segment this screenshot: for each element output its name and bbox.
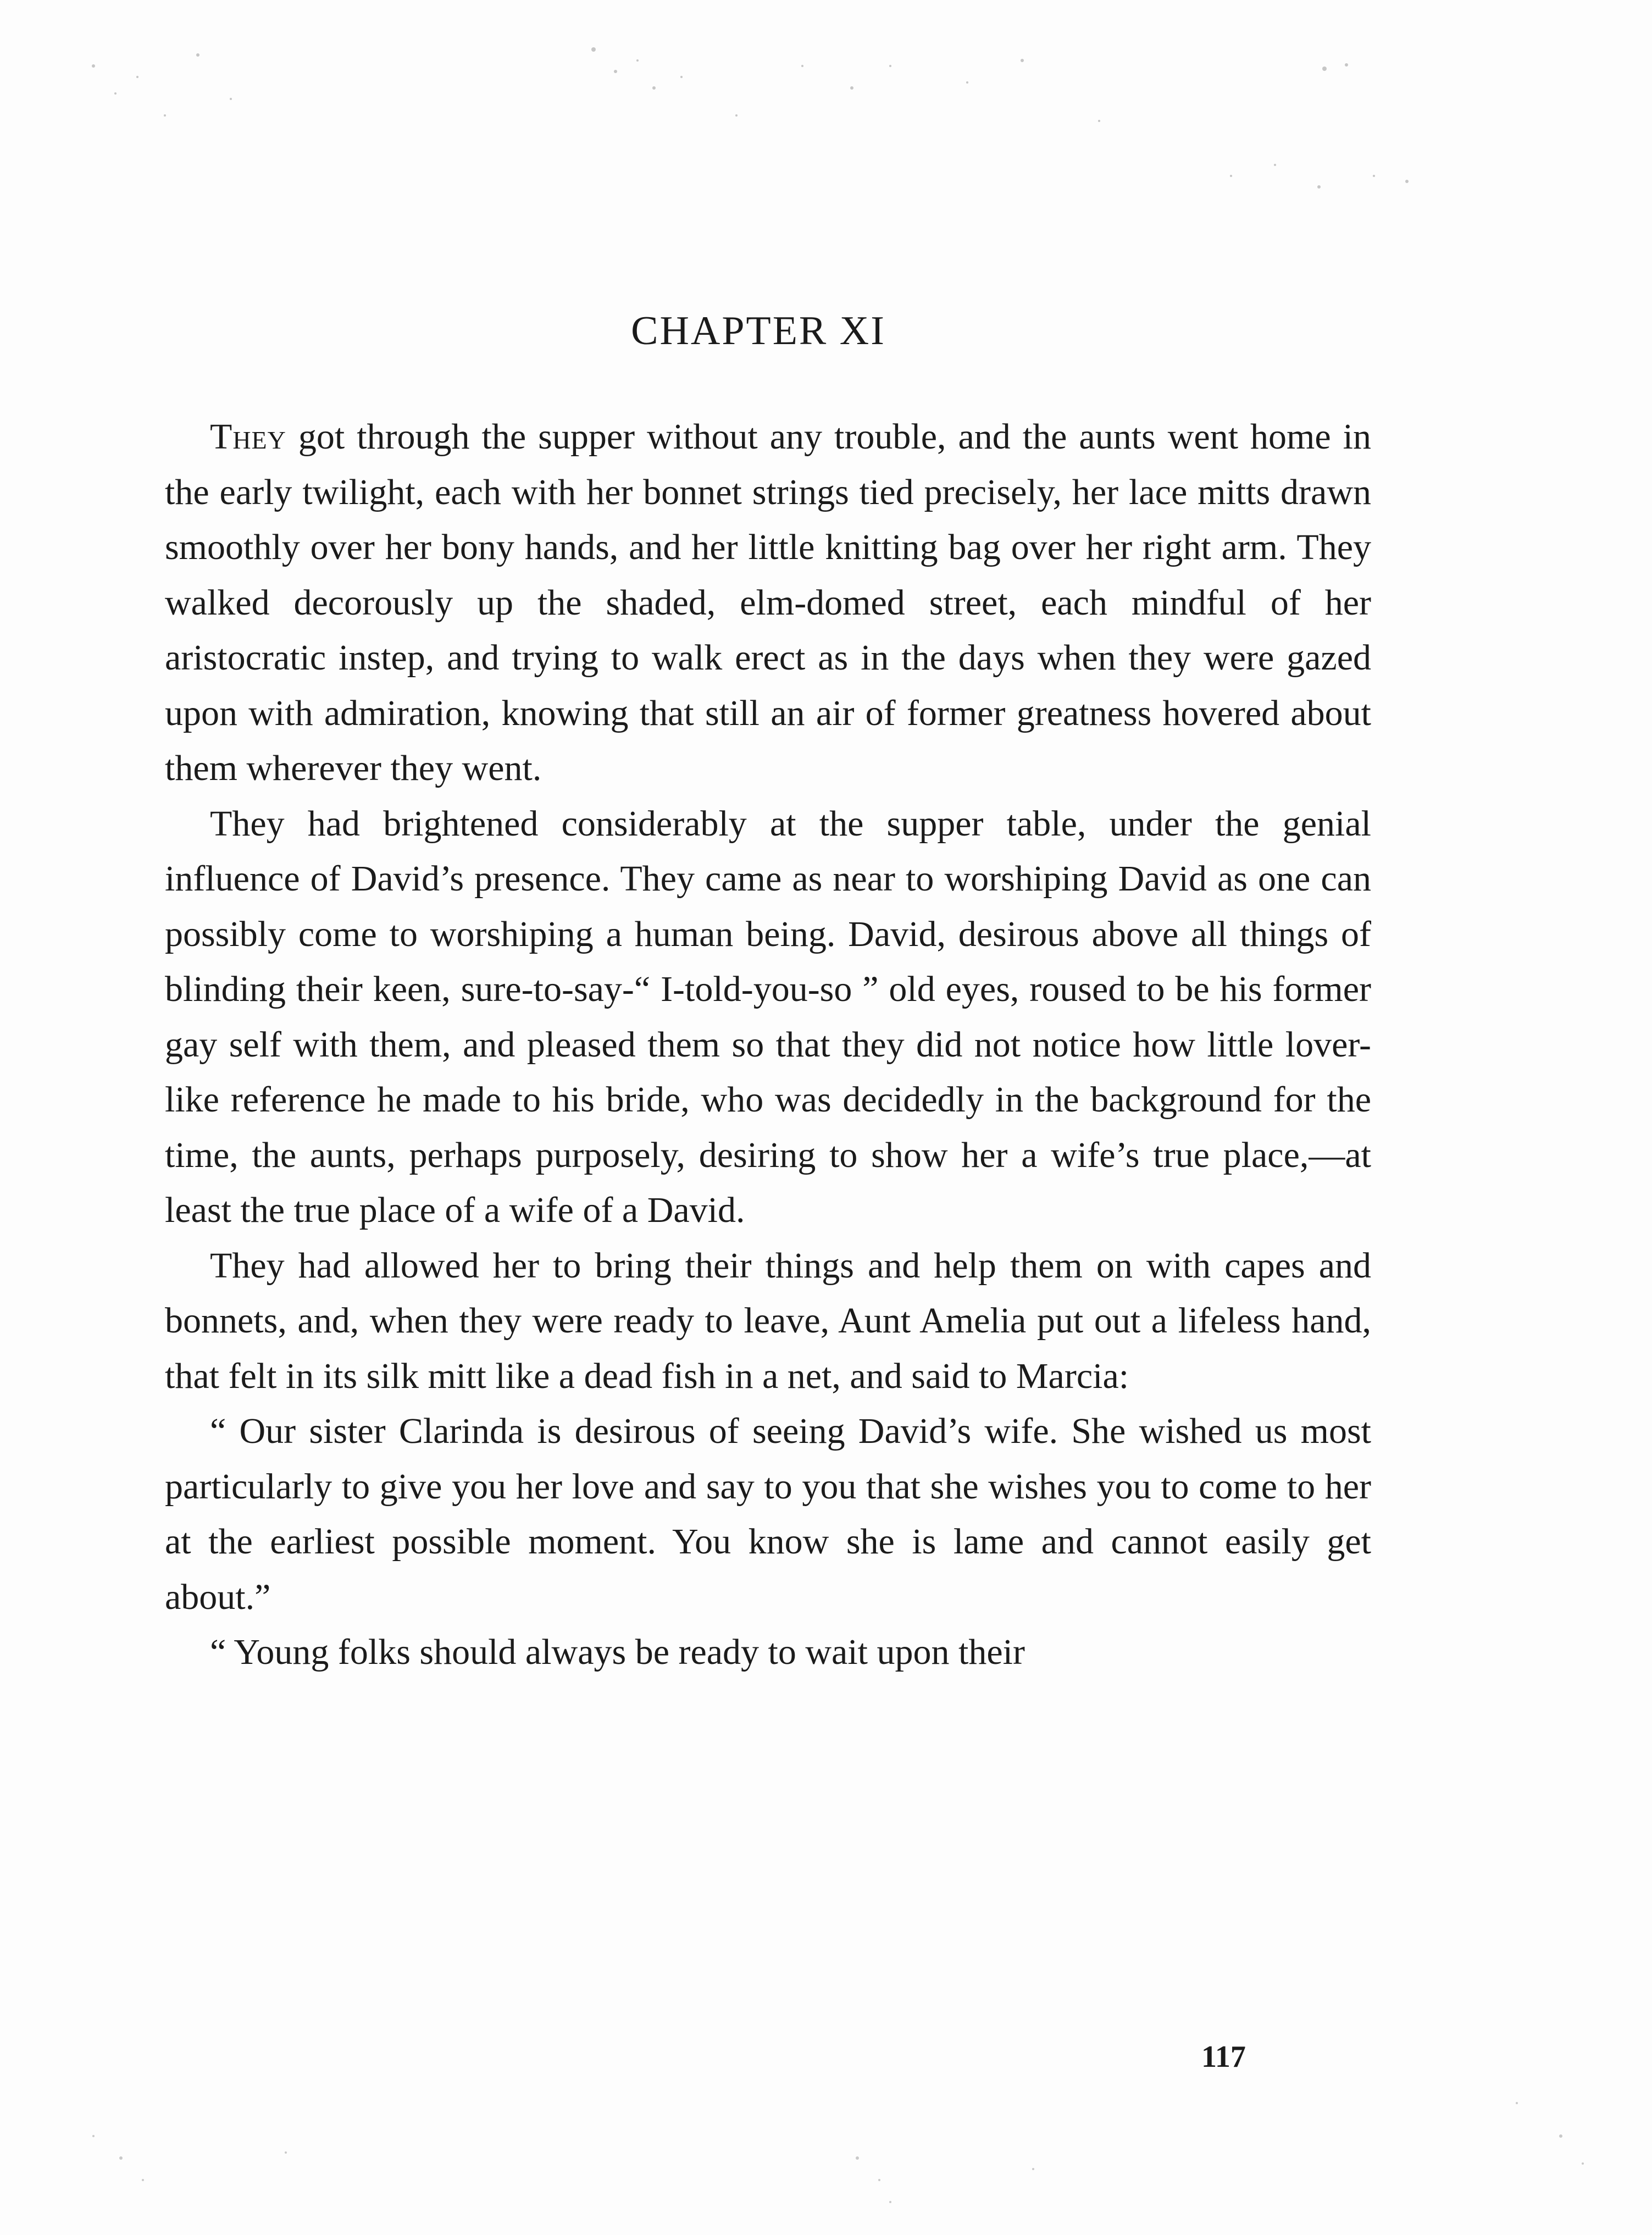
scan-speckle-bottom: [0, 2037, 1652, 2235]
paragraph-2: They had brightened considerably at the supper table, under the genial influence of David’s presence. They came as near to worshiping David as one can possibly come to worshiping a human being. David, desirous above all things of blinding their keen, sure-to-say-“ I-told-you-so ” old eyes, roused to be his former gay self with them, and pleased them so that they did not notice how little lover-like reference he made to his bride, who was decidedly in the background for the time, the aunts, perhaps purposely, desiring to show her a wife’s true place,—at least the true place of a wife of a David.: [165, 803, 1371, 1230]
paragraph-text: got through the supper without any trouble, and the aunts went home in the early twilight, each with her bonnet strings tied precisely, her lace mitts drawn smoothly over her bony hands, and her little knitting bag over her right arm. They walked decorously up the shaded, elm-domed street, each mindful of her aristocratic instep, and trying to walk erect as in the days when they were gazed upon with admiration, knowing that still an air of former greatness hovered about them wherever they went.: [165, 417, 1371, 788]
chapter-title: CHAPTER XI: [631, 308, 886, 353]
page-number: 117: [1201, 2040, 1246, 2074]
body-text: [165, 410, 1371, 1680]
paragraph-1: [165, 410, 1371, 796]
paragraph-5: “ Young folks should always be ready to wait upon their: [210, 1632, 1025, 1672]
paragraph-3: They had allowed her to bring their things and help them on with capes and bonnets, and, when they were ready to leave, Aunt Amelia put out a lifeless hand, that felt in its silk mitt like a dead fish in a net, and said to Marcia:: [165, 1245, 1371, 1396]
scan-speckle-top: [0, 0, 1652, 286]
paragraph-lead-word: They: [210, 417, 286, 457]
paragraph-4: “ Our sister Clarinda is desirous of seeing David’s wife. She wished us most particularly to give you her love and say to you that she wishes you to come to her at the earliest possible moment. You know she is lame and cannot easily get about.”: [165, 1411, 1371, 1617]
